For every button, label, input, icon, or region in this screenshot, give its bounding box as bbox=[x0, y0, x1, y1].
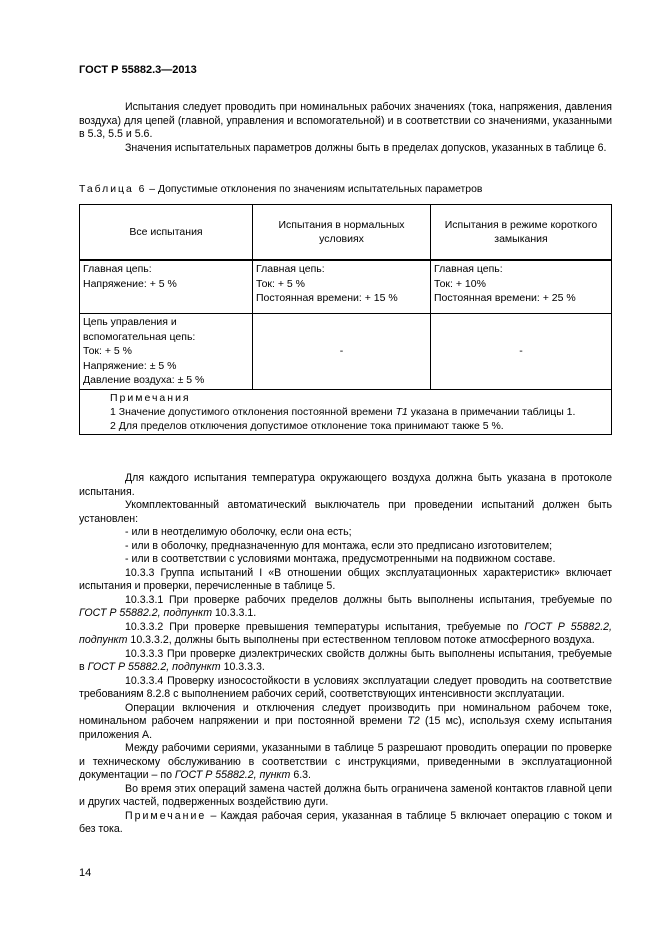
table-cell bbox=[80, 314, 253, 390]
table-notes-row bbox=[80, 389, 612, 434]
page-number: 14 bbox=[79, 867, 92, 879]
note-text: указана в примечании таблицы 1. bbox=[407, 405, 576, 418]
tolerance-table bbox=[79, 204, 612, 435]
table-cell: - bbox=[431, 314, 612, 390]
table-cell bbox=[253, 260, 431, 314]
table-header-cell: Испытания в нормальных условиях bbox=[253, 205, 431, 261]
cell-line: Давление воздуха: ± 5 % bbox=[83, 374, 205, 386]
cell-line: Ток: + 10% bbox=[434, 277, 486, 290]
table-caption-text: – Допустимые отклонения по значениям испытательных параметров bbox=[146, 184, 483, 195]
cell-line: Главная цепь: bbox=[434, 263, 503, 275]
intro-section bbox=[79, 101, 612, 155]
paragraph: Укомплектованный автоматический выключатель при проведении испытаний должен быть установлен: bbox=[79, 499, 612, 525]
table-cell bbox=[431, 260, 612, 314]
list-item: - или в неотделимую оболочку, если она есть; bbox=[125, 526, 352, 538]
cell-line: Напряжение: + 5 % bbox=[83, 277, 177, 290]
paragraph: Для каждого испытания температура окружающего воздуха должна быть указана в протоколе испытания. bbox=[79, 472, 612, 498]
paragraph: 10.3.3.4 Проверку износостойкости в условиях эксплуатации следует проводить на соответствие требованиям 8.2.8 с выполнением рабочих серий, соответствующих интенсивности эксплуатации. bbox=[79, 674, 612, 700]
list-item: - или в оболочку, предназначенную для монтажа, если это предписано изготовителем; bbox=[125, 539, 553, 552]
paragraph: Между рабочими сериями, указанными в таблице 5 разрешают проводить операции по проверке и техническому обслуживанию в соответствии с инструкциями, приведенными в эксплуатационной документации – по ГОСТ Р 55882.2, пункт 6.3. bbox=[79, 742, 612, 781]
note-paragraph bbox=[79, 810, 612, 837]
cell-line: Постоянная времени: + 25 % bbox=[434, 292, 576, 304]
cell-line: Ток: + 5 % bbox=[83, 345, 133, 357]
table-row bbox=[80, 314, 612, 390]
cell-line: Напряжение: ± 5 % bbox=[83, 359, 177, 372]
table-header-row bbox=[80, 205, 612, 261]
table-cell bbox=[80, 260, 253, 314]
cell-line: Постоянная времени: + 15 % bbox=[256, 292, 398, 304]
table-caption-label: Таблица 6 bbox=[79, 184, 147, 195]
notes-title: Примечания bbox=[110, 391, 191, 404]
table-header-cell: Все испытания bbox=[80, 205, 253, 261]
cell-line: Главная цепь: bbox=[83, 263, 152, 275]
note-symbol: T1 bbox=[395, 405, 408, 418]
intro-paragraph-2: Значения испытательных параметров должны быть в пределах допусков, указанных в таблице 6. bbox=[125, 141, 607, 154]
paragraph: 10.3.3.1 При проверке рабочих пределов должны быть выполнены испытания, требуемые по ГОСТ Р 55882.2, подпункт 10.3.3.1. bbox=[79, 593, 612, 619]
table-header-cell: Испытания в режиме короткого замыкания bbox=[431, 205, 612, 261]
cell-line: Главная цепь: bbox=[256, 263, 325, 275]
note-label: Примечание bbox=[125, 809, 207, 822]
paragraph: Операции включения и отключения следует производить при номинальном рабочем токе, номинальном рабочем напряжении и при постоянной времени T2 (15 мс), используя схему испытания приложения А. bbox=[79, 701, 613, 741]
note-1 bbox=[83, 405, 608, 419]
note-text: 1 Значение допустимого отклонения постоянной времени bbox=[110, 405, 396, 418]
note-2: 2 Для пределов отключения допустимое отклонение тока принимают также 5 %. bbox=[110, 419, 504, 432]
cell-line: Ток: + 5 % bbox=[256, 277, 306, 290]
paragraph: Во время этих операций замена частей должна быть ограничена заменой контактов главной цепи и других частей, подверженных воздействию дуги. bbox=[79, 782, 612, 808]
body-section bbox=[79, 472, 612, 837]
paragraph: 10.3.3 Группа испытаний I «В отношении общих эксплуатационных характеристик» включает испытания и проверки, перечисленные в таблице 5. bbox=[79, 566, 612, 592]
cell-line: вспомогательная цепь: bbox=[83, 330, 196, 343]
paragraph: 10.3.3.2 При проверке превышения температуры испытания, требуемые по ГОСТ Р 55882.2, подпункт 10.3.3.2, должны быть выполнены при естественном тепловом потоке атмосферного воздуха. bbox=[79, 620, 612, 646]
document-header: ГОСТ Р 55882.3—2013 bbox=[79, 64, 197, 76]
paragraph: 10.3.3.3 При проверке диэлектрических свойств должны быть выполнены испытания, требуемые в ГОСТ Р 55882.2, подпункт 10.3.3.3. bbox=[79, 647, 612, 673]
table-caption bbox=[79, 184, 482, 195]
table-row bbox=[80, 260, 612, 314]
note-text: – Каждая рабочая серия, указанная в таблице 5 включает операцию с током и без тока. bbox=[79, 809, 612, 835]
table-cell: - bbox=[253, 314, 431, 390]
intro-paragraph-1: Испытания следует проводить при номинальных рабочих значениях (тока, напряжения, давления воздуха) для цепей (главной, управления и вспомогательной) и в соответствии со значениями, указанными в 5.3, 5.5 и 5.6. bbox=[79, 101, 612, 140]
cell-line: Цепь управления и bbox=[83, 316, 177, 328]
list-item: - или в соответствии с условиями монтажа, предусмотренными на подвижном составе. bbox=[125, 553, 556, 565]
table-notes bbox=[80, 389, 612, 434]
